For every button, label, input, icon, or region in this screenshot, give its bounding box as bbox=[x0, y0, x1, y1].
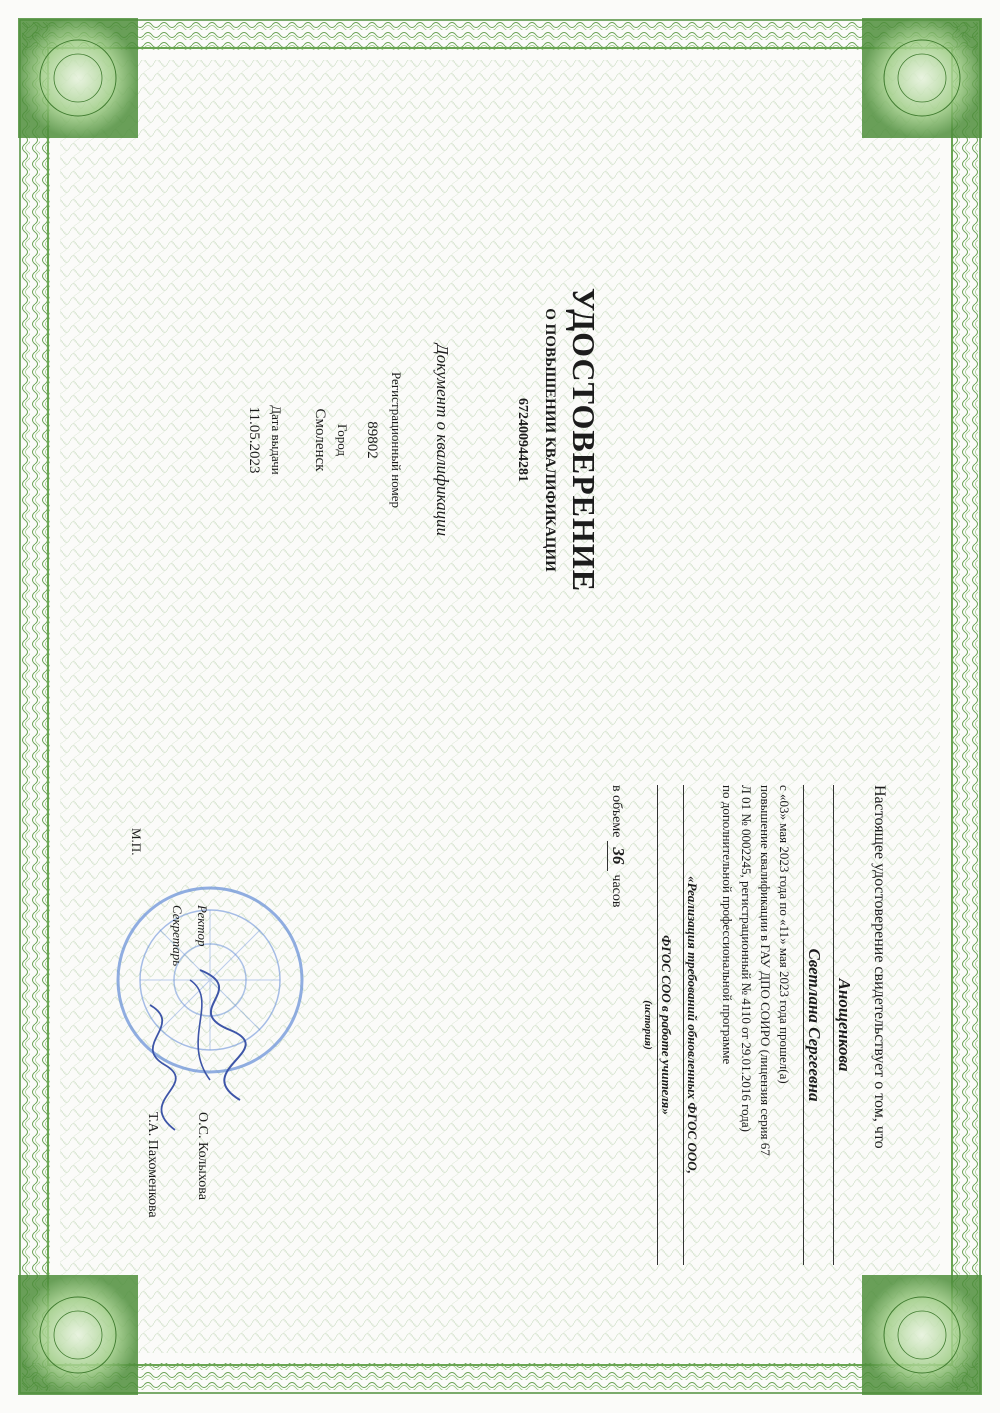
description-line-2: повышение квалификации в ГАУ ДПО СОИРО (лицензия серия 67 bbox=[758, 785, 773, 1156]
rector-role: Ректор bbox=[195, 905, 210, 947]
hours-suffix: часов bbox=[609, 874, 624, 908]
description-line-3: Л 01 № 0002245, регистрационный № 4110 от 29.01.2016 года) bbox=[739, 785, 754, 1132]
issue-date-value: 11.05.2023 bbox=[246, 406, 262, 474]
program-subject: (история) bbox=[642, 1000, 654, 1050]
registration-number: 89802 bbox=[364, 421, 380, 459]
volume-prefix: в объеме bbox=[609, 785, 624, 838]
document-type: Документ о квалификации bbox=[433, 343, 452, 537]
secretary-name: Т.А. Пахоменкова bbox=[145, 1112, 160, 1218]
recipient-surname: Анощенкова bbox=[833, 785, 854, 1265]
course-description bbox=[718, 785, 794, 1265]
rector-name: О.С. Колыхова bbox=[195, 1112, 210, 1200]
certificate-title: УДОСТОВЕРЕНИЕ bbox=[566, 287, 602, 593]
description-line-4: по дополнительной профессиональной программе bbox=[720, 785, 735, 1065]
certificate-number: 672400944281 bbox=[515, 398, 530, 482]
intro-text: Настоящее удостоверение свидетельствует о том, что bbox=[871, 785, 888, 1149]
program-title-line-1: «Реализация требований обновленных ФГОС ООО, bbox=[683, 785, 700, 1265]
hours-value: 36 bbox=[607, 841, 628, 871]
certificate-subtitle: О ПОВЫШЕНИИ КВАЛИФИКАЦИИ bbox=[542, 308, 558, 572]
recipient-given-names: Светлана Сергеевна bbox=[803, 785, 824, 1265]
volume-row bbox=[607, 785, 628, 1085]
registration-label: Регистрационный номер bbox=[389, 372, 404, 508]
seal-label: М.П. bbox=[129, 828, 144, 856]
city-label: Город bbox=[335, 423, 350, 457]
city-value: Смоленск bbox=[312, 408, 328, 472]
program-title-line-2: ФГОС СОО в работе учителя» bbox=[657, 785, 674, 1265]
secretary-role: Секретарь bbox=[170, 905, 185, 967]
issue-date-label: Дата выдачи bbox=[269, 405, 284, 475]
description-line-1: с «03» мая 2023 года по «11» мая 2023 года прошел(а) bbox=[777, 785, 792, 1084]
